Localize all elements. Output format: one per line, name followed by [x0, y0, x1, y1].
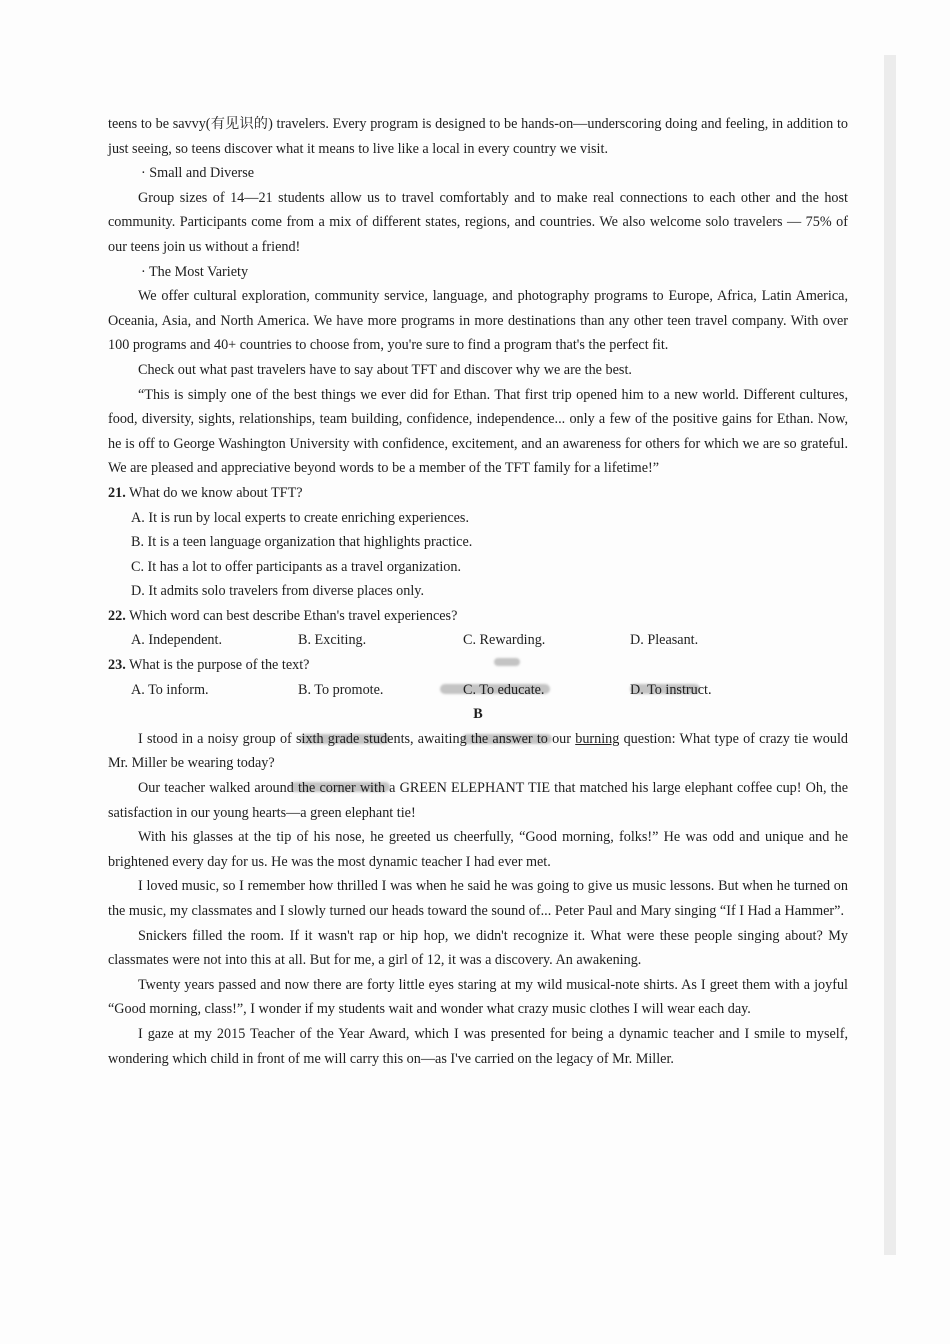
paragraph-b4: I loved music, so I remember how thrilled I was when he said he was going to give us music lessons. But when he turned on the music, my classmates and I slowly turned our heads toward the sound of... Peter Paul and Mary singing “If I Had a Hammer”.: [108, 878, 848, 919]
passage-a-intro: teens to be savvy(有见识的) travelers. Every program is designed to be hands-on—underscoring doing and feeling, in addition to just seeing, so teens discover what it means to live like a local in every country we visit.: [108, 116, 848, 157]
question-stem: What do we know about TFT?: [129, 484, 303, 501]
underlined-word: burning: [575, 730, 620, 747]
option: B. It is a teen language organization that highlights practice.: [131, 534, 473, 551]
paragraph-most-variety: We offer cultural exploration, community service, language, and photography programs to Europe, Africa, Latin America, Oceania, Asia, and North America. We have more programs in more destinations than any other teen travel company. With over 100 programs and 40+ countries to choose from, you're sure to find a program that's the perfect fit.: [108, 288, 848, 354]
option: D. To instruct.: [630, 681, 712, 698]
question-22: [108, 604, 848, 629]
question-stem: What is the purpose of the text?: [129, 657, 310, 674]
option: A. It is run by local experts to create enriching experiences.: [131, 509, 469, 526]
option: A. Independent.: [131, 632, 223, 649]
option: D. It admits solo travelers from diverse places only.: [131, 583, 424, 600]
paragraph-checkout: Check out what past travelers have to say about TFT and discover why we are the best.: [138, 361, 632, 378]
paragraph-b7: I gaze at my 2015 Teacher of the Year Award, which I was presented for being a dynamic teacher and I smile to myself, wondering which child in front of me will carry this on—as I've carried on the legacy of Mr. Miller.: [108, 1025, 848, 1067]
options-row: [108, 678, 848, 703]
question-number: 22.: [108, 607, 126, 624]
text: I stood in a noisy group of sixth grade students, awaiting the answer to our: [138, 730, 576, 747]
question-stem: Which word can best describe Ethan's travel experiences?: [129, 607, 458, 624]
paragraph-b5: Snickers filled the room. If it wasn't rap or hip hop, we didn't recognize it. What were these people singing about? My classmates were not into this at all. But for me, a girl of 12, it was a discovery. An awakening.: [108, 927, 848, 969]
paragraph-b3: With his glasses at the tip of his nose, he greeted us cheerfully, “Good morning, folks!” He was odd and unique and he brightened every day for us. He was the most dynamic teacher I had ever met.: [108, 829, 848, 870]
question-number: 23.: [108, 657, 126, 674]
paragraph-b1: [108, 727, 848, 776]
question-23: [108, 653, 848, 678]
heading-most-variety: · The Most Variety: [141, 263, 249, 280]
paragraph-b2: Our teacher walked around the corner with a GREEN ELEPHANT TIE that matched his large elephant coffee cup! Oh, the satisfaction in our young hearts—a green elephant tie!: [108, 780, 848, 821]
question-number: 21.: [108, 484, 126, 501]
paragraph-b6: Twenty years passed and now there are forty little eyes staring at my wild musical-note shirts. As I greet them with a joyful “Good morning, class!”, I wonder if my students wait and wonder what crazy music clothes I will wear each day.: [108, 976, 848, 1018]
option: B. To promote.: [298, 681, 384, 698]
heading-small-diverse: · Small and Diverse: [141, 165, 255, 182]
scan-edge-strip: [884, 55, 896, 1255]
option: C. To educate.: [463, 681, 545, 698]
options-row: [108, 628, 848, 653]
question-21: [108, 481, 848, 506]
option: D. Pleasant.: [630, 632, 699, 649]
option: C. It has a lot to offer participants as a travel organization.: [131, 558, 462, 575]
paragraph-quote: “This is simply one of the best things we ever did for Ethan. That first trip opened him to a new world. Different cultures, food, diversity, sights, relationships, team building, confidence, independence... only a few of the positive gains for Ethan. Now, he is off to George Washington University with confidence, excitement, and an awareness for others for which we are so grateful. We are pleased and appreciative beyond words to be a member of the TFT family for a lifetime!”: [108, 386, 848, 477]
option: C. Rewarding.: [463, 632, 546, 649]
paragraph-small-diverse: Group sizes of 14—21 students allow us to travel comfortably and to make real connections to each other and the host community. Participants come from a mix of different states, regions, and countries. We also welcome solo travelers — 75% of our teens join us without a friend!: [108, 189, 848, 255]
option: A. To inform.: [131, 681, 209, 698]
document-body: [108, 112, 848, 1071]
section-b-label: B: [473, 706, 483, 723]
text: question: What type of crazy tie would Mr. Miller be wearing today?: [108, 730, 848, 772]
option: B. Exciting.: [298, 632, 367, 649]
